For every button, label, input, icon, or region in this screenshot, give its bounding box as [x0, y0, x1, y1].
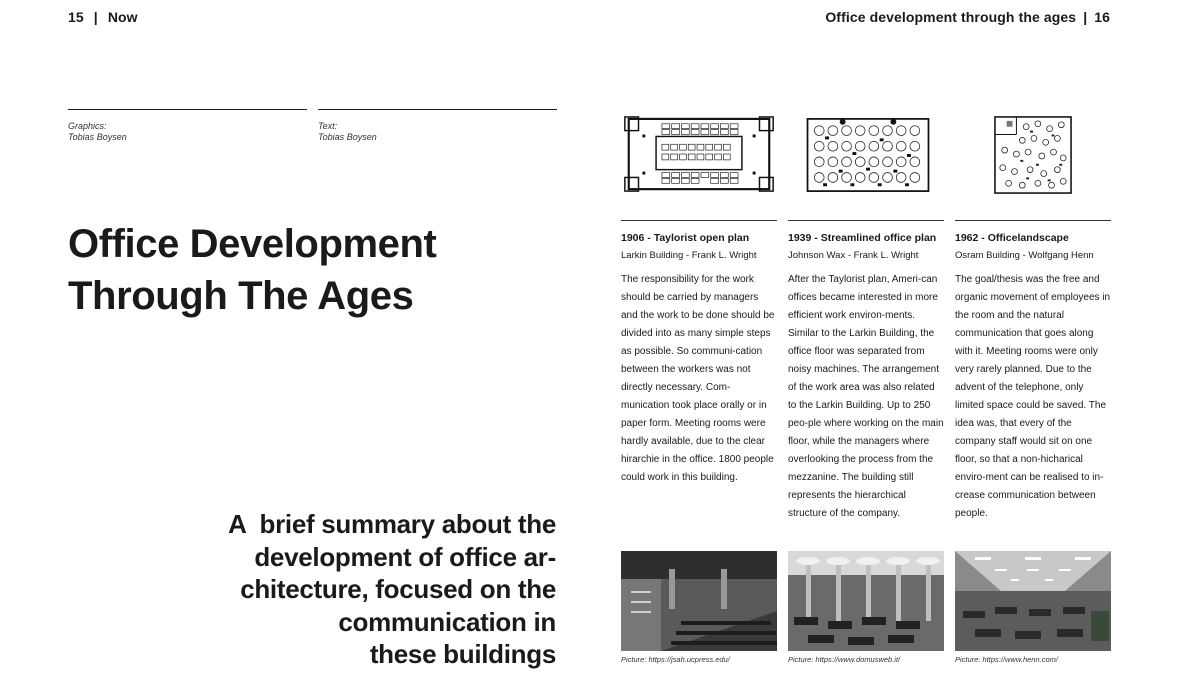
picture-caption: Picture: https://www.domusweb.it/	[788, 655, 901, 664]
column-subheading: Larkin Building - Frank L. Wright	[621, 250, 757, 261]
larkin-interior-photo	[621, 551, 777, 651]
credit-rule	[68, 109, 307, 110]
larkin-floor-plan-image	[621, 115, 777, 195]
page-title	[68, 218, 436, 322]
picture-caption: Picture: https://jsah.ucpress.edu/	[621, 655, 730, 664]
column-heading: 1906 - Taylorist open plan	[621, 232, 750, 244]
header-separator: |	[1083, 9, 1088, 25]
title-line: Through The Ages	[68, 274, 414, 318]
header-separator: |	[93, 9, 98, 25]
picture-caption: Picture: https://www.henn.com/	[955, 655, 1058, 664]
credit-role: Text:	[318, 121, 338, 131]
column-body: After the Taylorist plan, Ameri-can offices became interested in more efficient work environ-ments. Similar to the Larkin Building, the office floor was separated from noisy machines. The arrangement of the work area was also related to the Larkin Building. Up to 250 peo-ple where working on the main floor, while the managers where overlooking the process from the mezzanine. The building still represents the hierarchical structure of the company.	[788, 274, 944, 519]
left-page-header	[68, 9, 138, 25]
column-body: The responsibility for the work should be carried by managers and the work to be done should be divided into as many simple steps as possible. So communi-cation between the workers was not directly necessary. Com-munication took place orally or in paper form. Meeting rooms were hardly available, due to the clear hirarchie in the office. 1800 people could work in this building.	[621, 274, 775, 483]
credit-role: Graphics:	[68, 121, 107, 131]
osram-interior-photo	[955, 551, 1111, 651]
column-rule	[788, 220, 944, 221]
column-subheading: Johnson Wax - Frank L. Wright	[788, 250, 919, 261]
left-section-name: Now	[107, 9, 138, 25]
timeline-column-1939	[788, 231, 944, 523]
johnson-wax-floor-plan-image	[804, 115, 932, 195]
osram-floor-plan-image	[992, 115, 1074, 195]
timeline-column-1906	[621, 231, 777, 487]
credit-rule	[318, 109, 557, 110]
column-heading: 1962 - Officelandscape	[955, 232, 1069, 244]
right-page-title: Office development through the ages	[825, 9, 1077, 25]
right-page-number: 16	[1094, 9, 1110, 25]
johnson-wax-interior-photo	[788, 551, 944, 651]
summary-line: A brief summary about the	[228, 509, 556, 539]
summary-text	[196, 508, 556, 671]
credit-graphics	[68, 121, 127, 143]
timeline-column-1962	[955, 231, 1111, 523]
column-subheading: Osram Building - Wolfgang Henn	[955, 250, 1094, 261]
title-line: Office Development	[68, 222, 437, 266]
summary-line: communication in	[338, 606, 556, 637]
summary-line: development of office ar-	[254, 541, 556, 572]
summary-line: chitecture, focused on the	[240, 574, 556, 604]
column-rule	[955, 220, 1111, 221]
column-rule	[621, 220, 777, 221]
credit-name: Tobias Boysen	[68, 132, 127, 142]
summary-line: these buildings	[369, 639, 556, 669]
column-heading: 1939 - Streamlined office plan	[788, 232, 937, 244]
credit-name: Tobias Boysen	[318, 132, 377, 142]
credit-text	[318, 121, 377, 143]
column-body: The goal/thesis was the free and organic movement of employees in the room and the natural communication that goes along with it. Meeting rooms were only very rarely planned. Due to the advent of the telephone, only limited space could be saved. The idea was, that every of the company staff would sit on one floor, so that a non-hicharical enviro-ment can be realised to in-crease communication between people.	[955, 274, 1111, 519]
right-page-header	[825, 9, 1110, 25]
left-page-number: 15	[68, 9, 84, 25]
